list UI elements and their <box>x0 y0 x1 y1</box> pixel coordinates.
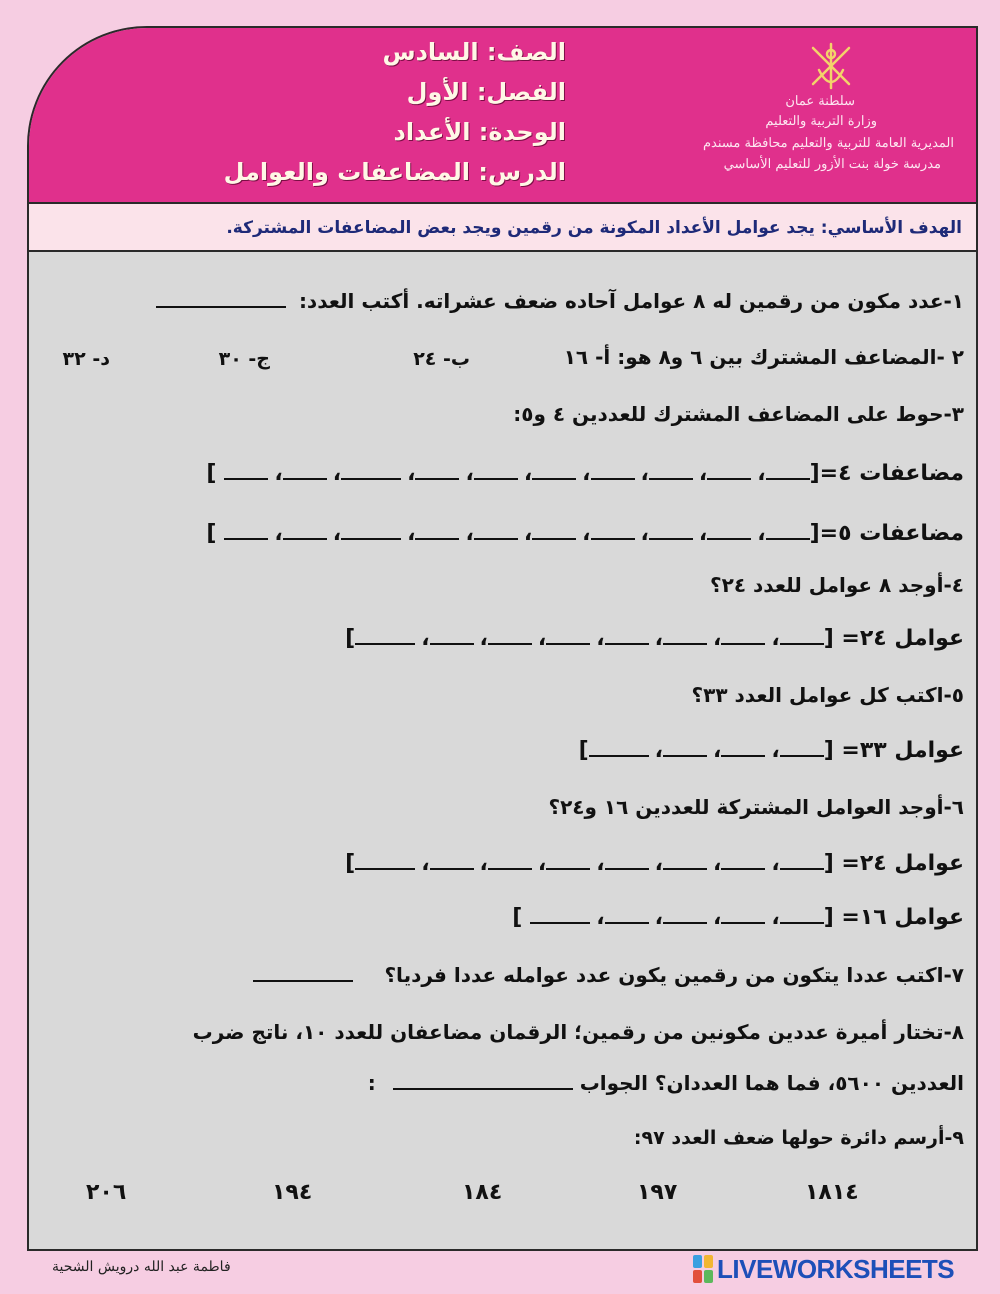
choice-number[interactable]: ٢٠٦ <box>86 1180 127 1205</box>
answer-blank[interactable] <box>530 904 590 924</box>
answer-blank[interactable] <box>415 520 459 540</box>
comma: ، <box>479 851 488 876</box>
question-5 <box>692 683 964 707</box>
comma: ، <box>596 626 605 651</box>
comma: ، <box>274 461 283 486</box>
answer-blank[interactable] <box>532 460 576 480</box>
answer-blank[interactable] <box>721 737 765 757</box>
oman-emblem-icon <box>799 36 863 100</box>
question-3 <box>513 402 964 426</box>
answer-blank[interactable] <box>488 850 532 870</box>
answer-blank[interactable] <box>707 520 751 540</box>
liveworksheets-text: LIVEWORKSHEETS <box>717 1253 955 1284</box>
answer-blank[interactable] <box>532 520 576 540</box>
answer-blank[interactable] <box>430 625 474 645</box>
comma: ، <box>771 738 780 763</box>
comma: ، <box>712 738 722 763</box>
question-7-text: ٧-اكتب عددا يتكون من رقمين يكون عدد عوامله عددا فرديا؟ <box>384 963 964 987</box>
question-4-text: ٤-أوجد ٨ عوامل للعدد ٢٤؟ <box>710 573 964 597</box>
comma: ، <box>640 521 649 546</box>
school-line-directorate: المديرية العامة للتربية والتعليم محافظة مسندم <box>702 136 954 151</box>
answer-blank[interactable] <box>430 850 474 870</box>
factors-24-row-q6 <box>345 850 964 876</box>
comma: ، <box>654 626 663 651</box>
comma: ، <box>757 521 766 546</box>
question-3-text: ٣-حوط على المضاعف المشترك للعددين ٤ و٥: <box>513 402 964 426</box>
school-line-country: سلطنة عمان <box>785 94 855 109</box>
liveworksheets-logo[interactable] <box>693 1252 954 1286</box>
close-bracket: ] <box>512 905 523 930</box>
factors-24-row-q4 <box>345 625 964 651</box>
answer-blank[interactable] <box>591 460 635 480</box>
comma: ، <box>537 851 547 876</box>
choice-number[interactable]: ١٩٤ <box>272 1180 313 1205</box>
answer-blank[interactable] <box>663 625 707 645</box>
comma: ، <box>582 461 591 486</box>
choice-number[interactable]: ١٨١٤ <box>805 1180 859 1205</box>
option-c[interactable]: ج- ٣٠ <box>218 348 270 370</box>
choice-number[interactable]: ١٨٤ <box>462 1180 503 1205</box>
option-d[interactable]: د- ٣٢ <box>62 348 110 370</box>
answer-blank[interactable] <box>649 520 693 540</box>
colon: : <box>367 1071 376 1095</box>
question-7 <box>253 962 964 987</box>
answer-blank[interactable] <box>546 625 590 645</box>
answer-blank[interactable] <box>605 850 649 870</box>
comma: ، <box>332 461 342 486</box>
comma: ، <box>654 905 663 930</box>
answer-blank[interactable] <box>355 625 415 645</box>
comma: ، <box>596 851 605 876</box>
factors-33-label: عوامل ٣٣= [ <box>823 738 964 763</box>
answer-blank[interactable] <box>663 904 707 924</box>
comma: ، <box>479 626 488 651</box>
answer-blank[interactable] <box>224 520 268 540</box>
factors-24-label: عوامل ٢٤= [ <box>823 851 964 876</box>
multiples-5-label: مضاعفات ٥=[ <box>809 521 964 546</box>
comma: ، <box>712 626 722 651</box>
comma: ، <box>698 461 708 486</box>
answer-blank[interactable] <box>474 520 518 540</box>
header-banner <box>29 28 976 204</box>
factors-16-row <box>512 904 964 930</box>
comma: ، <box>523 521 533 546</box>
comma: ، <box>712 905 722 930</box>
comma: ، <box>537 626 547 651</box>
question-1-text: ١-عدد مكون من رقمين له ٨ عوامل آحاده ضعف عشراته. أكتب العدد: <box>298 289 964 313</box>
answer-blank[interactable] <box>721 625 765 645</box>
answer-blank[interactable] <box>283 520 327 540</box>
answer-blank[interactable] <box>766 520 810 540</box>
answer-blank[interactable] <box>591 520 635 540</box>
answer-blank[interactable] <box>546 850 590 870</box>
comma: ، <box>465 521 474 546</box>
school-line-ministry: وزارة التربية والتعليم <box>765 114 877 129</box>
question-9-text: ٩-أرسم دائرة حولها ضعف العدد ٩٧: <box>633 1127 964 1149</box>
factors-24-label: عوامل ٢٤= [ <box>823 626 964 651</box>
comma: ، <box>465 461 474 486</box>
comma: ، <box>274 521 283 546</box>
close-bracket: ] <box>345 851 356 876</box>
liveworksheets-icon <box>693 1255 713 1283</box>
answer-blank[interactable] <box>663 737 707 757</box>
comma: ، <box>596 905 605 930</box>
question-9 <box>634 1127 964 1149</box>
answer-blank[interactable] <box>780 737 824 757</box>
question-6 <box>548 795 964 819</box>
question-8-text-1: ٨-تختار أميرة عددين مكونين من رقمين؛ الرقمان مضاعفان للعدد ١٠، ناتج ضرب <box>192 1020 964 1044</box>
comma: ، <box>640 461 649 486</box>
question-2-text: ٢ -المضاعف المشترك بين ٦ و٨ هو: أ- ١٦ <box>563 345 964 369</box>
answer-blank[interactable] <box>474 460 518 480</box>
grade-label: الصف: السادس <box>382 38 566 66</box>
close-bracket: ] <box>206 461 217 486</box>
comma: ، <box>771 851 780 876</box>
author-name: فاطمة عبد الله درويش الشحية <box>52 1259 231 1275</box>
comma: ، <box>757 461 766 486</box>
comma: ، <box>407 521 416 546</box>
question-1 <box>156 288 964 313</box>
unit-label: الوحدة: الأعداد <box>393 118 566 146</box>
answer-blank[interactable] <box>605 904 649 924</box>
question-8-text-2: العددين ٥٦٠٠، فما هما العددان؟ الجواب <box>579 1071 964 1095</box>
answer-blank[interactable] <box>766 460 810 480</box>
answer-blank[interactable] <box>721 850 765 870</box>
answer-blank[interactable] <box>156 288 286 308</box>
comma: ، <box>332 521 342 546</box>
close-bracket: ] <box>578 738 589 763</box>
answer-blank[interactable] <box>721 904 765 924</box>
choice-number[interactable]: ١٩٧ <box>637 1180 678 1205</box>
comma: ، <box>771 905 780 930</box>
answer-blank[interactable] <box>488 625 532 645</box>
close-bracket: ] <box>206 521 217 546</box>
comma: ، <box>771 626 780 651</box>
close-bracket: ] <box>345 626 356 651</box>
factors-33-row <box>579 737 964 763</box>
comma: ، <box>523 461 533 486</box>
answer-blank[interactable] <box>605 625 649 645</box>
multiples-4-label: مضاعفات ٤=[ <box>809 461 964 486</box>
option-b[interactable]: ب- ٢٤ <box>413 348 470 370</box>
answer-blank[interactable] <box>415 460 459 480</box>
question-8-line-2 <box>368 1070 964 1095</box>
answer-blank[interactable] <box>283 460 327 480</box>
answer-blank[interactable] <box>253 962 353 982</box>
answer-blank[interactable] <box>780 850 824 870</box>
lesson-label: الدرس: المضاعفات والعوامل <box>223 158 566 186</box>
comma: ، <box>698 521 708 546</box>
comma: ، <box>712 851 722 876</box>
answer-blank[interactable] <box>355 850 415 870</box>
comma: ، <box>407 461 416 486</box>
comma: ، <box>421 851 430 876</box>
answer-blank[interactable] <box>780 625 824 645</box>
question-8-line-1 <box>193 1020 964 1044</box>
answer-blank[interactable] <box>341 460 401 480</box>
multiples-5-row <box>206 520 964 546</box>
question-2 <box>564 345 964 369</box>
comma: ، <box>582 521 591 546</box>
multiples-4-row <box>206 460 964 486</box>
question-6-text: ٦-أوجد العوامل المشتركة للعددين ١٦ و٢٤؟ <box>548 795 964 819</box>
lesson-goal: الهدف الأساسي: يجد عوامل الأعداد المكونة من رقمين ويجد بعض المضاعفات المشتركة. <box>29 204 976 252</box>
school-line-school: مدرسة خولة بنت الأزور للتعليم الأساسي <box>723 157 941 172</box>
answer-blank[interactable] <box>393 1070 573 1090</box>
question-5-text: ٥-اكتب كل عوامل العدد ٣٣؟ <box>691 683 964 707</box>
answer-blank[interactable] <box>707 460 751 480</box>
factors-16-label: عوامل ١٦= [ <box>823 905 964 930</box>
answer-blank[interactable] <box>341 520 401 540</box>
answer-blank[interactable] <box>780 904 824 924</box>
comma: ، <box>654 738 663 763</box>
comma: ، <box>421 626 430 651</box>
answer-blank[interactable] <box>663 850 707 870</box>
question-4 <box>710 573 964 597</box>
answer-blank[interactable] <box>224 460 268 480</box>
comma: ، <box>654 851 663 876</box>
answer-blank[interactable] <box>649 460 693 480</box>
semester-label: الفصل: الأول <box>406 78 566 106</box>
answer-blank[interactable] <box>589 737 649 757</box>
